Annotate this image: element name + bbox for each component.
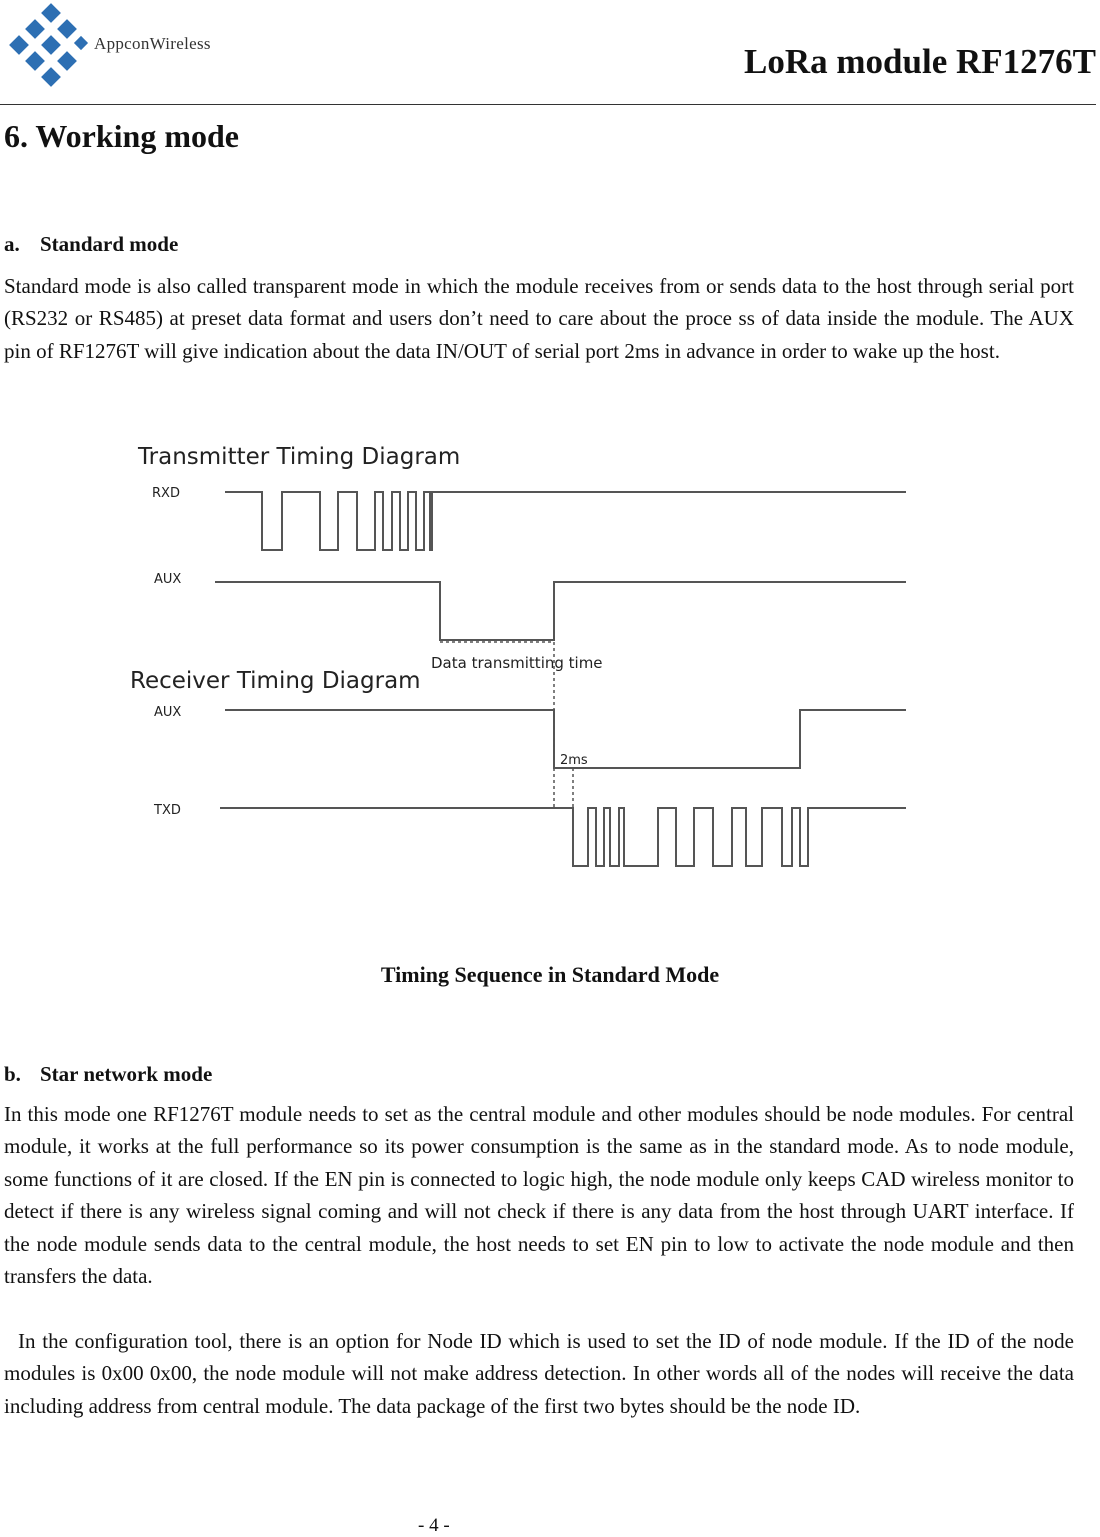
receiver-title: Receiver Timing Diagram <box>130 668 421 694</box>
subsection-title: Star network mode <box>40 1062 213 1086</box>
data-transmitting-label: Data transmitting time <box>431 654 603 672</box>
timing-diagram <box>120 430 920 910</box>
page-number: - 4 - <box>418 1515 450 1536</box>
star-mode-paragraph-2: In the configuration tool, there is an option for Node ID which is used to set the ID of node module. If the ID of the node modules is 0x00 0x00, the node module will not make address detection. In other words all of the nodes will receive the data including address from central module. The data package of the first two bytes should be the node ID. <box>4 1329 1074 1418</box>
subsection-heading-standard <box>4 232 178 257</box>
delay-label: 2ms <box>560 753 588 768</box>
section-heading <box>4 118 239 155</box>
transmitter-title: Transmitter Timing Diagram <box>138 444 461 470</box>
document-title: LoRa module RF1276T <box>744 42 1096 81</box>
subsection-marker: a. <box>4 232 20 256</box>
subsection-heading-star <box>4 1062 212 1087</box>
subsection-title: Standard mode <box>40 232 179 256</box>
section-title: Working mode <box>35 118 239 154</box>
figure-caption: Timing Sequence in Standard Mode <box>380 962 720 987</box>
logo-text: AppconWireless <box>94 34 211 53</box>
rxd-waveform <box>225 492 906 550</box>
aux-tx-waveform <box>215 582 906 640</box>
logo-diamond-icon <box>4 0 94 96</box>
company-logo <box>4 0 244 96</box>
header-divider <box>0 104 1096 105</box>
standard-mode-paragraph: Standard mode is also called transparent mode in which the module receives from or sends data to the host through serial port (RS232 or RS485) at preset data format and users don’t need to care about the proce ss of data inside the module. The AUX pin of RF1276T will give indication about the data IN/OUT of serial port 2ms in advance in order to wake up the host. <box>4 274 1074 363</box>
subsection-marker: b. <box>4 1062 21 1086</box>
star-mode-paragraph-1: In this mode one RF1276T module needs to set as the central module and other modules should be node modules. For central module, it works at the full performance so its power consumption is the same as in the standard mode. As to node module, some functions of it are closed. If the EN pin is connected to logic high, the node module only keeps CAD wireless monitor to detect if there is any wireless signal coming and will not check if there is any data from the host through UART interface. If the node module sends data to the central module, the host needs to set EN pin to low to activate the node module and then transfers the data. <box>4 1102 1074 1289</box>
txd-label: TXD <box>154 803 181 818</box>
rxd-label: RXD <box>152 486 180 501</box>
aux-tx-label: AUX <box>154 572 182 587</box>
section-number: 6. <box>4 118 28 154</box>
aux-rx-label: AUX <box>154 705 182 720</box>
txd-waveform <box>220 808 906 866</box>
